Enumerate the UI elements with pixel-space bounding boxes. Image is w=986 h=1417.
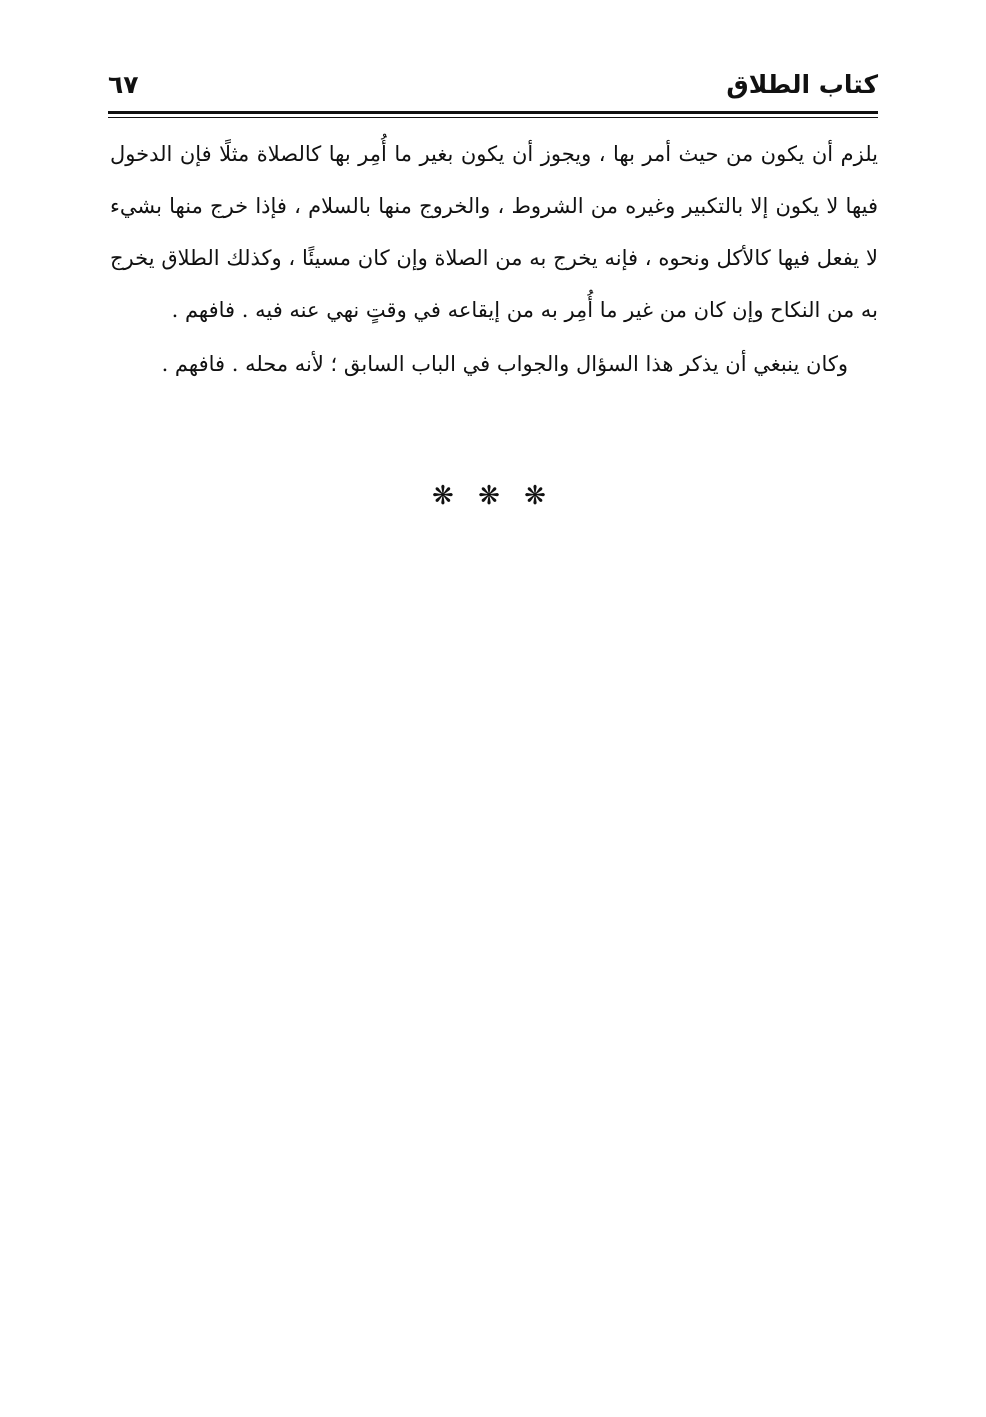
page-number: ٦٧ xyxy=(108,70,139,99)
paragraph-1: يلزم أن يكون من حيث أمر بها ، ويجوز أن يكون بغير ما أُمِر بها كالصلاة مثلًا فإن الدخول فيها لا يكون إلا بالتكبير وغيره من الشروط ، والخروج منها بالسلام ، فإذا خرج منها بشيء لا يفعل فيها كالأكل ونحوه ، فإنه يخرج به من الصلاة وإن كان مسيئًا ، وكذلك الطلاق يخرج به من النكاح وإن كان من غير ما أُمِر به من إيقاعه في وقتٍ نهي عنه فيه . فافهم . xyxy=(110,142,878,322)
header-rule-thick xyxy=(108,111,878,114)
body-text xyxy=(110,128,878,390)
section-separator: ❋ ❋ ❋ xyxy=(432,481,554,511)
book-title: كتاب الطلاق xyxy=(726,70,878,99)
page-header xyxy=(108,68,878,108)
paragraph-2: وكان ينبغي أن يذكر هذا السؤال والجواب في الباب السابق ؛ لأنه محله . فافهم . xyxy=(161,352,848,376)
header-rule-thin xyxy=(108,117,878,118)
